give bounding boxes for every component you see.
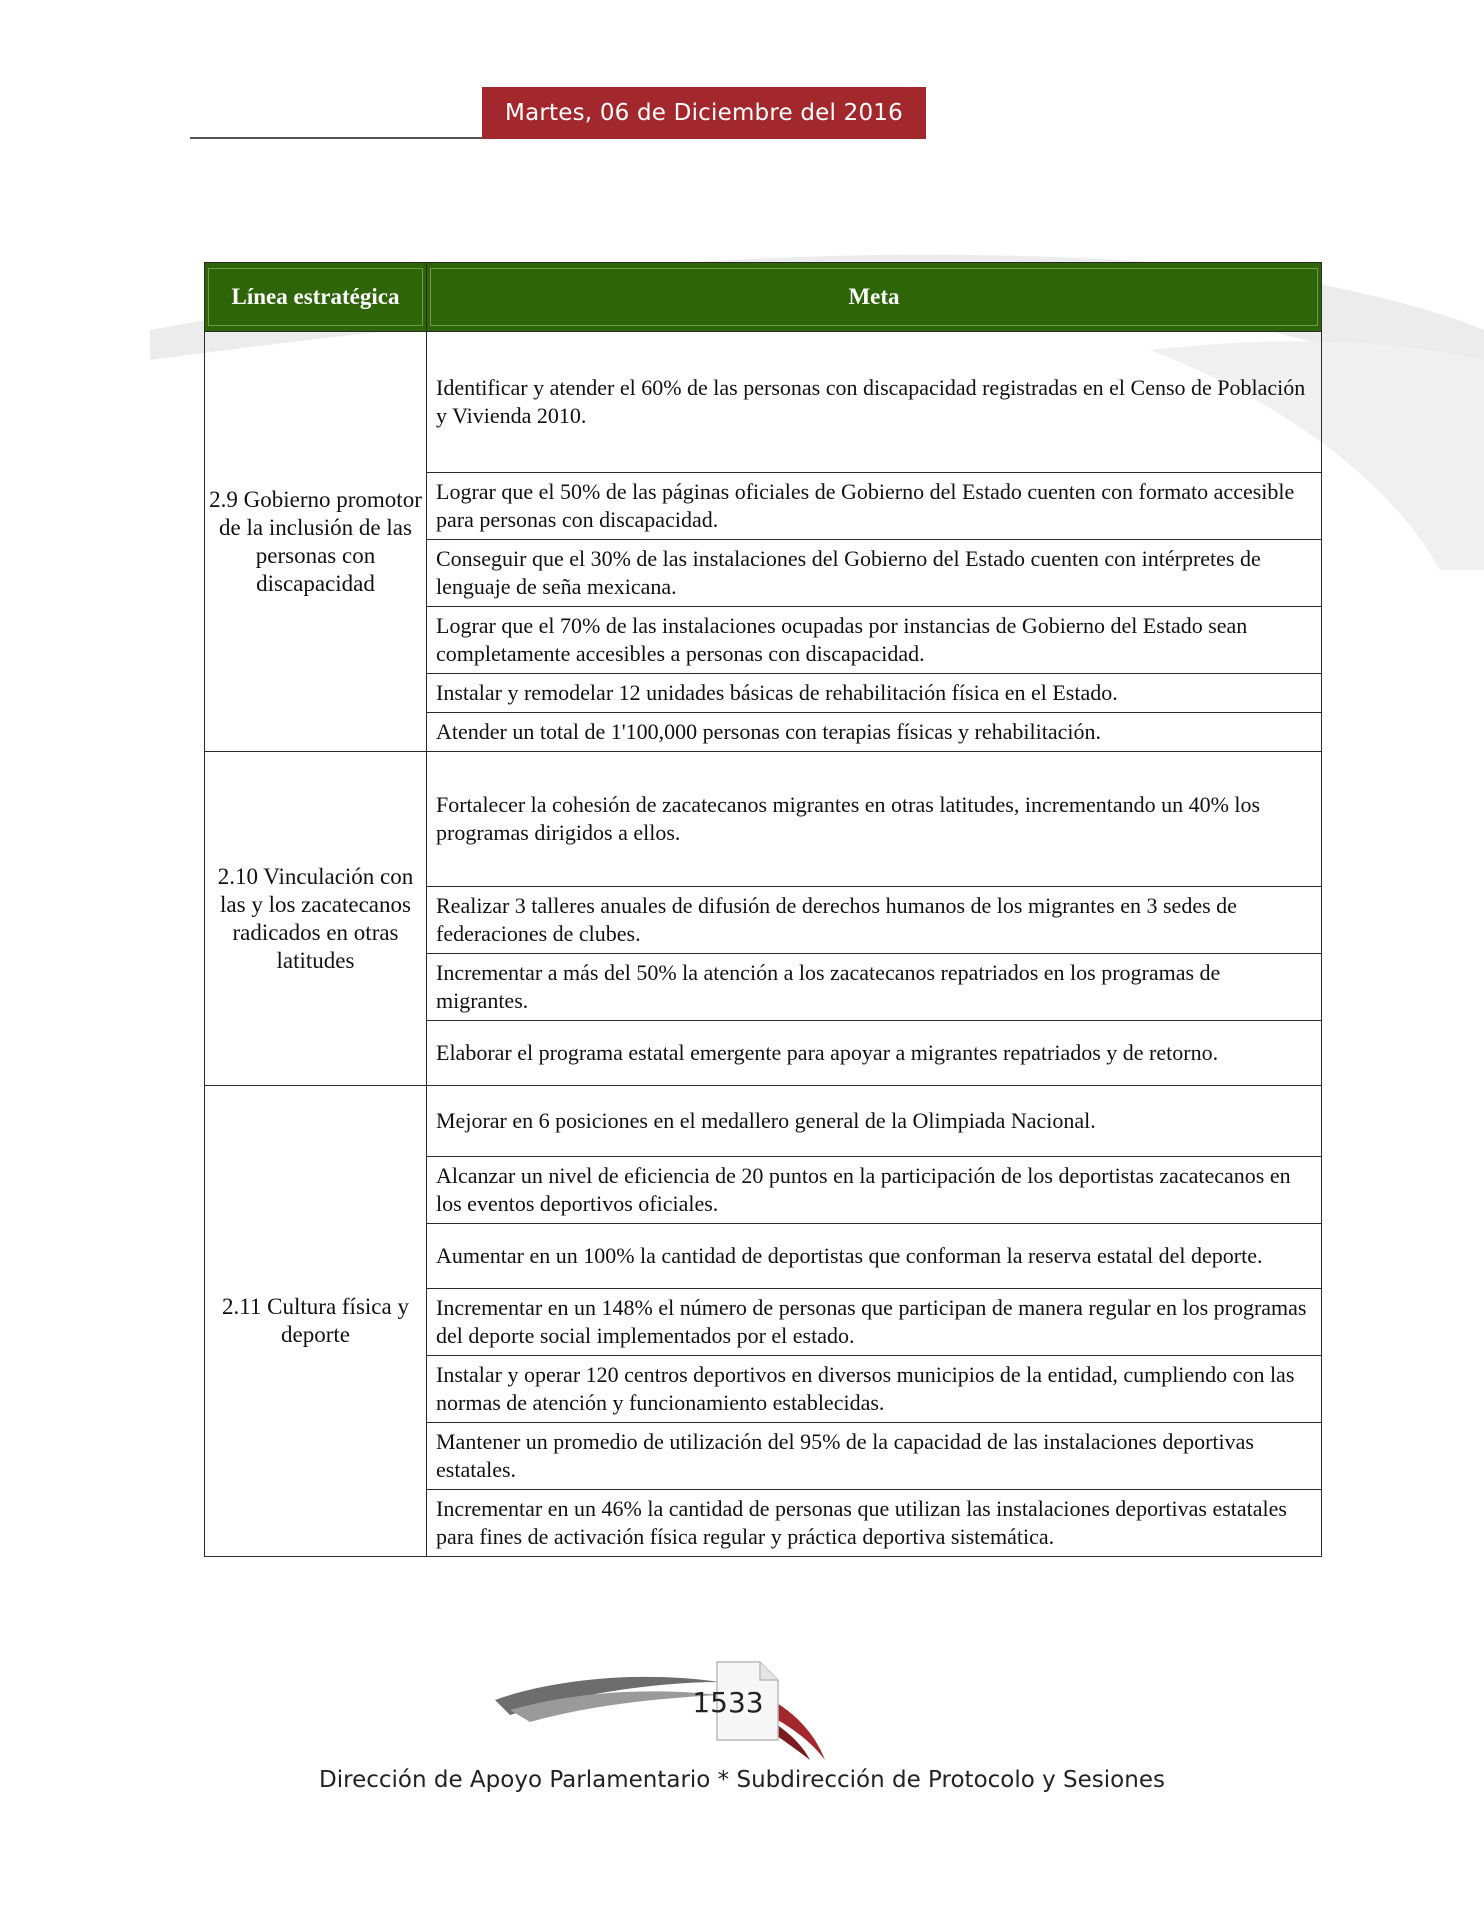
table-row [205,1086,1322,1157]
meta-cell: Conseguir que el 30% de las instalaciones del Gobierno del Estado cuenten con intérpretes de lenguaje de seña mexicana. [427,540,1322,607]
table-header-row [205,263,1322,332]
goals-table [204,262,1322,1557]
page-number: 1533 [692,1686,764,1719]
header-meta: Meta [427,263,1322,332]
table-row [205,332,1322,473]
meta-cell: Fortalecer la cohesión de zacatecanos migrantes en otras latitudes, incrementando un 40% los programas dirigidos a ellos. [427,752,1322,887]
header-date-badge [482,87,926,139]
header-date: Martes, 06 de Diciembre del 2016 [505,100,903,126]
meta-cell: Mejorar en 6 posiciones en el medallero general de la Olimpiada Nacional. [427,1086,1322,1157]
header-linea: Línea estratégica [205,263,427,332]
table-row [205,752,1322,887]
meta-cell: Incrementar en un 46% la cantidad de personas que utilizan las instalaciones deportivas estatales para fines de activación física regular y práctica deportiva sistemática. [427,1490,1322,1557]
meta-cell: Incrementar en un 148% el número de personas que participan de manera regular en los programas del deporte social implementados por el estado. [427,1289,1322,1356]
meta-cell: Elaborar el programa estatal emergente para apoyar a migrantes repatriados y de retorno. [427,1021,1322,1086]
meta-cell: Incrementar a más del 50% la atención a los zacatecanos repatriados en los programas de migrantes. [427,954,1322,1021]
meta-cell: Identificar y atender el 60% de las personas con discapacidad registradas en el Censo de Población y Vivienda 2010. [427,332,1322,473]
meta-cell: Alcanzar un nivel de eficiencia de 20 puntos en la participación de los deportistas zacatecanos en los eventos deportivos oficiales. [427,1157,1322,1224]
linea-cell: 2.10 Vinculación con las y los zacatecanos radicados en otras latitudes [205,752,427,1086]
footer-text: Dirección de Apoyo Parlamentario * Subdirección de Protocolo y Sesiones [319,1767,1165,1793]
linea-cell: 2.11 Cultura física y deporte [205,1086,427,1557]
meta-cell: Instalar y operar 120 centros deportivos en diversos municipios de la entidad, cumpliendo con las normas de atención y funcionamiento establecidas. [427,1356,1322,1423]
linea-cell: 2.9 Gobierno promotor de la inclusión de las personas con discapacidad [205,332,427,752]
meta-cell: Realizar 3 talleres anuales de difusión de derechos humanos de los migrantes en 3 sedes de federaciones de clubes. [427,887,1322,954]
meta-cell: Lograr que el 50% de las páginas oficiales de Gobierno del Estado cuenten con formato accesible para personas con discapacidad. [427,473,1322,540]
meta-cell: Aumentar en un 100% la cantidad de deportistas que conforman la reserva estatal del deporte. [427,1224,1322,1289]
footer-swoosh-logo [490,1660,830,1765]
meta-cell: Instalar y remodelar 12 unidades básicas de rehabilitación física en el Estado. [427,674,1322,713]
meta-cell: Mantener un promedio de utilización del 95% de la capacidad de las instalaciones deportivas estatales. [427,1423,1322,1490]
meta-cell: Lograr que el 70% de las instalaciones ocupadas por instancias de Gobierno del Estado sean completamente accesibles a personas con discapacidad. [427,607,1322,674]
meta-cell: Atender un total de 1'100,000 personas con terapias físicas y rehabilitación. [427,713,1322,752]
